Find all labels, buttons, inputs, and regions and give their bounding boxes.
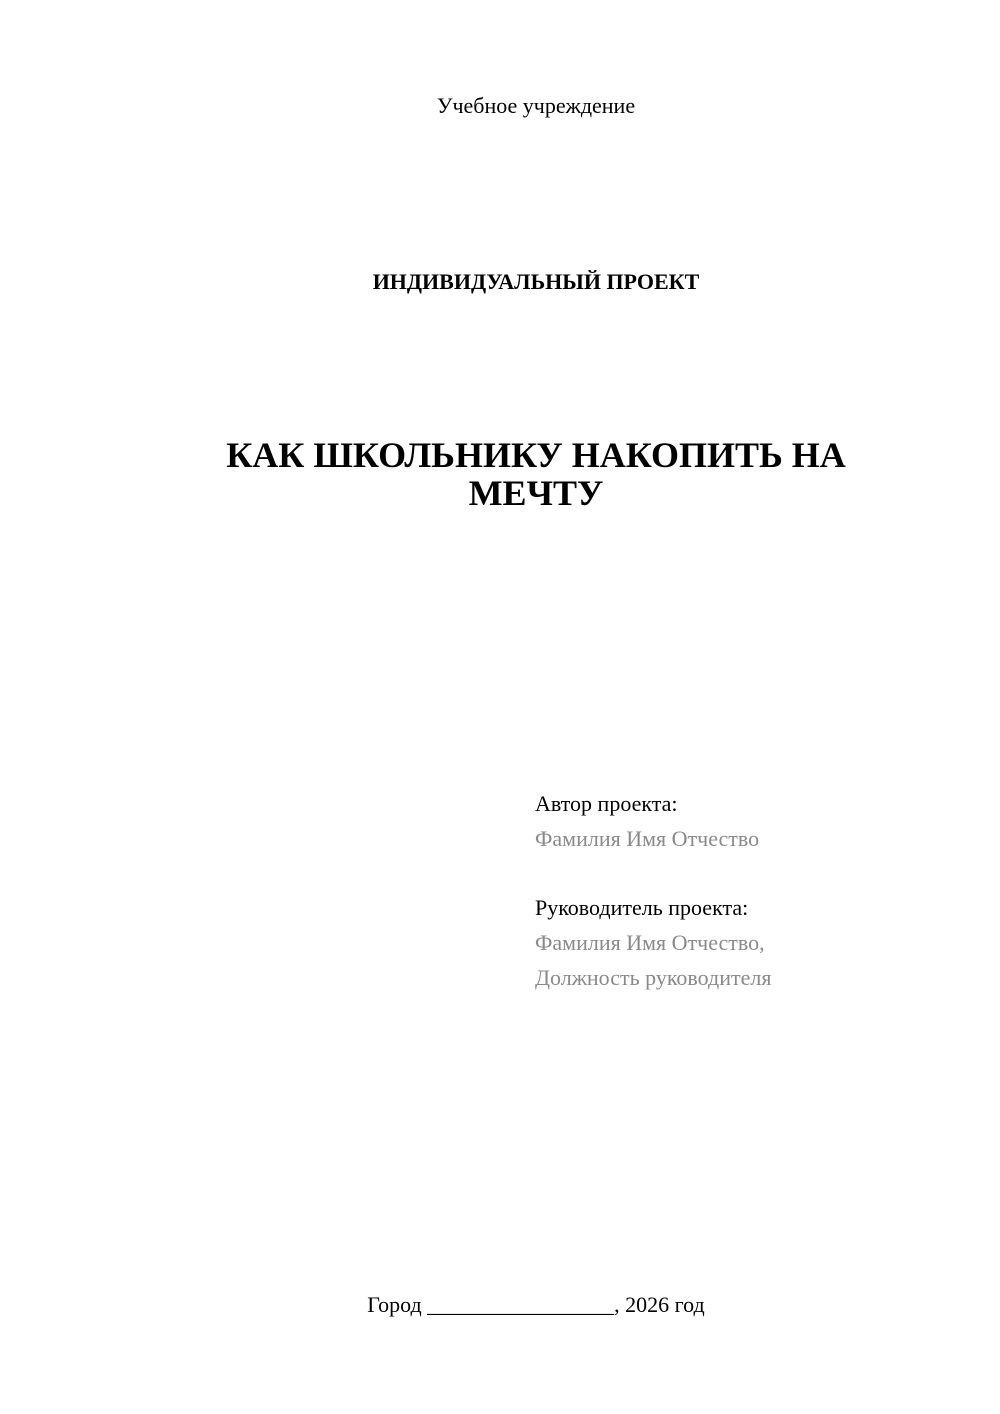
- supervisor-label: Руководитель проекта:: [535, 895, 749, 920]
- supervisor-position: Должность руководителя: [535, 965, 772, 990]
- year-text: , 2026 год: [614, 1292, 705, 1317]
- supervisor-name: Фамилия Имя Отчество,: [535, 930, 765, 955]
- info-spacer: [535, 860, 955, 894]
- city-year-line: [0, 1290, 1000, 1320]
- city-label: Город: [367, 1292, 422, 1317]
- project-title-line-2: МЕЧТУ: [468, 473, 604, 513]
- author-name: Фамилия Имя Отчество: [535, 826, 760, 851]
- project-type-heading: ИНДИВИДУАЛЬНЫЙ ПРОЕКТ: [372, 269, 700, 294]
- institution-name: Учебное учреждение: [436, 93, 636, 118]
- city-blank: _________________: [427, 1292, 615, 1317]
- project-title: [180, 436, 892, 512]
- author-label: Автор проекта:: [535, 791, 678, 816]
- project-title-line-1: КАК ШКОЛЬНИКУ НАКОПИТЬ НА: [226, 435, 846, 475]
- project-info-block: [535, 790, 955, 999]
